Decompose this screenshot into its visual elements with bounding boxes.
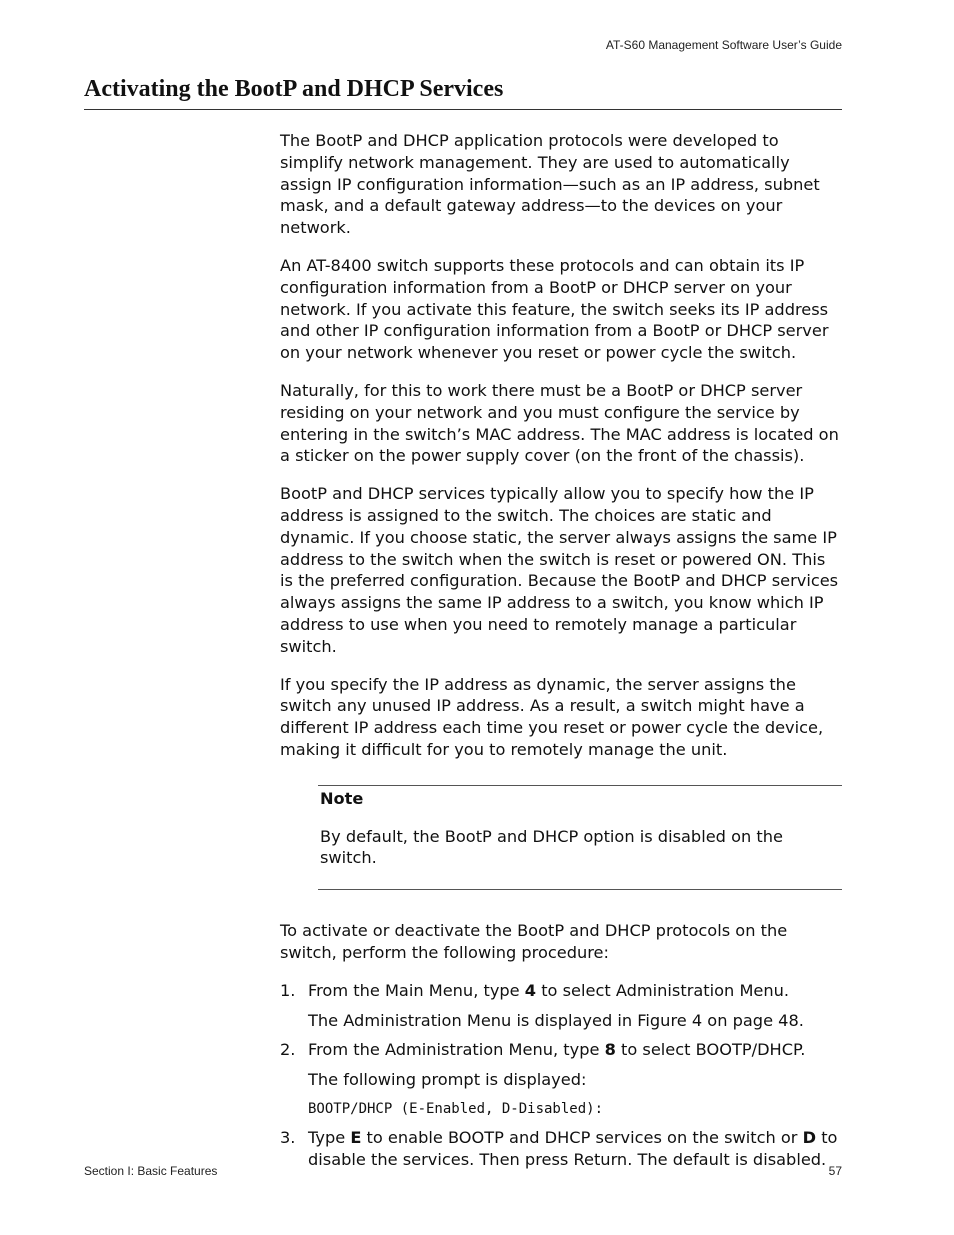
step-result: The following prompt is displayed: — [308, 1070, 587, 1090]
step-3 — [280, 1127, 842, 1171]
body-text — [280, 130, 842, 1170]
step-text-part: Type — [308, 1127, 351, 1147]
note-text: By default, the BootP and DHCP option is disabled on the switch. — [320, 826, 783, 868]
paragraph: The BootP and DHCP application protocols were developed to simplify network management. They are used to automatically assign IP configuration information—such as an IP address, subnet mask, and a default gateway address—to the devices on your network. — [280, 131, 820, 238]
step-text — [308, 1039, 842, 1061]
step-key: E — [350, 1127, 362, 1147]
step-text — [308, 1127, 842, 1171]
paragraph: An AT-8400 switch supports these protocols and can obtain its IP configuration information from a BootP or DHCP server on your network. If you activate this feature, the switch seeks its IP address and other IP configuration information from a BootP or DHCP server on your network whenever you reset or power cycle the switch. — [280, 255, 829, 363]
note-title: Note — [320, 788, 364, 808]
running-header: AT-S60 Management Software User’s Guide — [605, 38, 842, 52]
step-text-part: to enable BOOTP and DHCP services on the switch or — [361, 1127, 803, 1147]
step-key: 4 — [524, 980, 537, 1000]
footer-section: Section I: Basic Features — [84, 1164, 218, 1178]
step-key: D — [802, 1127, 817, 1147]
step-number: 2. — [280, 1040, 296, 1060]
step-1 — [280, 980, 842, 1002]
step-text-part: From the Main Menu, type — [308, 980, 525, 1000]
paragraph: BootP and DHCP services typically allow you to specify how the IP address is assigned to the switch. The choices are static and dynamic. If you choose static, the server always assigns the same IP address to the switch when the switch is reset or powered ON. This is the preferred configuration. Because the BootP and DHCP services always assigns the same IP address to a switch, you know which IP address to use when you need to remotely manage a particular switch. — [280, 484, 839, 656]
step-text-part: to select BOOTP/DHCP. — [615, 1040, 806, 1060]
prompt-code: BOOTP/DHCP (E-Enabled, D-Disabled): — [308, 1100, 604, 1117]
page-number: 57 — [828, 1164, 842, 1178]
section-title: Activating the BootP and DHCP Services — [84, 76, 504, 102]
paragraph: If you specify the IP address as dynamic, the server assigns the switch any unused IP address. As a result, a switch might have a different IP address each time you reset or power cycle the device, making it difficult for you to remotely manage the unit. — [280, 674, 824, 759]
step-text-part: From the Administration Menu, type — [308, 1040, 605, 1060]
step-result: The Administration Menu is displayed in Figure 4 on page 48. — [308, 1010, 804, 1030]
step-text — [308, 980, 842, 1002]
step-text-part: to select Administration Menu. — [536, 980, 790, 1000]
paragraph: Naturally, for this to work there must be a BootP or DHCP server residing on your network and you must configure the service by entering in the switch’s MAC address. The MAC address is located on a sticker on the power supply cover (on the front of the chassis). — [280, 380, 839, 466]
note-box — [318, 785, 842, 890]
step-2 — [280, 1039, 842, 1061]
step-number: 1. — [280, 980, 296, 1000]
step-key: 8 — [604, 1040, 616, 1060]
step-text-part: to disable the services. Then press Return. The default is disabled. — [308, 1127, 838, 1169]
title-divider — [84, 109, 842, 110]
procedure-intro: To activate or deactivate the BootP and DHCP protocols on the switch, perform the following procedure: — [280, 921, 788, 962]
step-number: 3. — [280, 1127, 296, 1147]
